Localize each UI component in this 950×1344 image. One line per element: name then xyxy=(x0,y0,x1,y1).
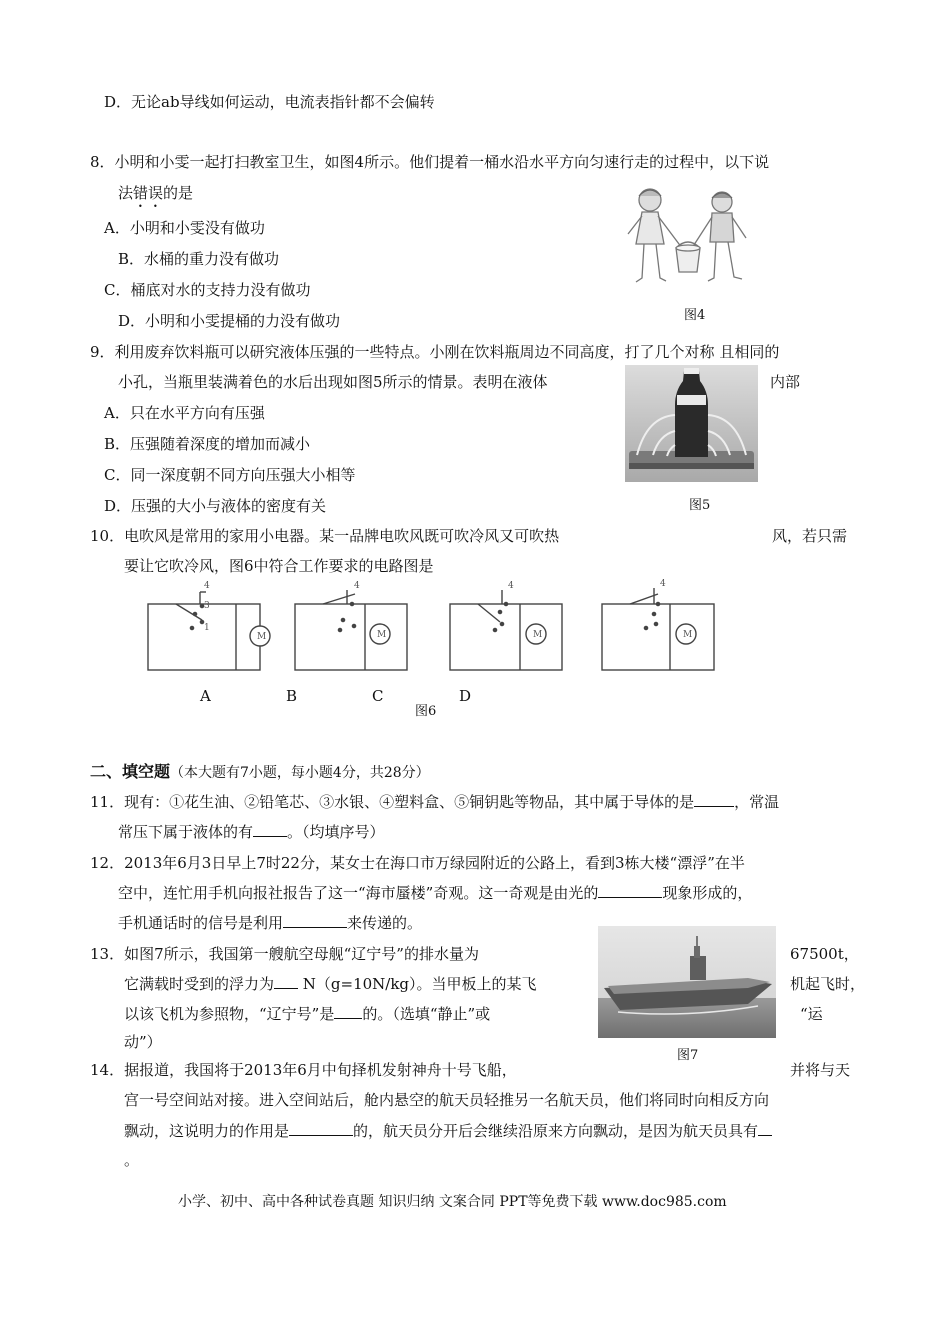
q12-line2 xyxy=(118,883,752,903)
q14-line3-text: 飘动，这说明力的作用是 xyxy=(124,1122,290,1140)
q8-option-d: D．小明和小雯提桶的力没有做功 xyxy=(118,312,341,330)
q13-line2-right: 机起飞时， xyxy=(790,975,866,993)
q9-stem-line1: 9．利用废弃饮料瓶可以研究液体压强的一些特点。小刚在饮料瓶周边不同高度，打了几个对称 且相同的 xyxy=(90,343,780,361)
circuit-diagrams xyxy=(140,578,740,678)
q12-line2-text: 空中，连忙用手机向报社报告了这一“海市蜃楼”奇观。这一奇观是由光的 xyxy=(118,884,599,902)
q8-stem-text-end: 的是 xyxy=(163,184,194,202)
q14-line4: 。 xyxy=(124,1151,140,1169)
q14-line1: 14．据报道，我国将于2013年6月中旬择机发射神舟十号飞船， xyxy=(90,1061,517,1079)
contact-4-c: 4 xyxy=(508,581,514,591)
q8-option-a: A．小明和小雯没有做功 xyxy=(104,219,265,237)
figure-6-label-d: D xyxy=(459,687,472,705)
figure-5-bottle-photo xyxy=(625,365,758,482)
q8-option-b: B．水桶的重力没有做功 xyxy=(118,250,280,268)
q12-blank-1[interactable] xyxy=(598,883,662,898)
q13-line3-right: “运 xyxy=(800,1005,823,1023)
aircraft-carrier-illustration xyxy=(598,926,776,1038)
q14-line3-mid: 的，航天员分开后会继续沿原来方向飘动，是因为航天员具有 xyxy=(353,1122,759,1140)
section-2-note: （本大题有7小题，每小题4分，共28分） xyxy=(170,765,430,781)
q13-blank-2[interactable] xyxy=(334,1004,362,1019)
q14-line1-right: 并将与天 xyxy=(790,1061,851,1079)
figure-5-caption: 图5 xyxy=(689,498,711,513)
figure-4-children-carrying-bucket xyxy=(612,182,782,297)
q13-blank-1[interactable] xyxy=(274,974,298,989)
q14-blank-1[interactable] xyxy=(289,1121,353,1136)
circuit-d xyxy=(602,588,714,670)
q9-option-c: C．同一深度朝不同方向压强大小相等 xyxy=(104,466,356,484)
q13-line2 xyxy=(124,974,537,994)
figure-6-label-b: B xyxy=(286,687,298,705)
q10-stem-line2: 要让它吹冷风，图6中符合工作要求的电路图是 xyxy=(124,557,434,575)
q7-option-d: D．无论ab导线如何运动，电流表指针都不会偏转 xyxy=(104,93,435,111)
q12-blank-2[interactable] xyxy=(283,913,347,928)
q9-option-d: D．压强的大小与液体的密度有关 xyxy=(104,497,327,515)
q13-line1-right: 67500t， xyxy=(790,945,859,963)
figure-6-label-a: A xyxy=(200,687,211,705)
q10-stem-line1-right: 风，若只需 xyxy=(772,527,848,545)
q13-line2-end: N（g=10N/kg）。当甲板上的某飞 xyxy=(298,975,537,993)
q11-line1 xyxy=(90,792,779,812)
q12-line1: 12．2013年6月3日早上7时22分，某女士在海口市万绿园附近的公路上，看到3栋大楼“漂浮”在半 xyxy=(90,854,745,872)
q9-option-a: A．只在水平方向有压强 xyxy=(104,404,265,422)
bottle-with-jets xyxy=(625,365,758,482)
q11-blank-1[interactable] xyxy=(694,792,734,807)
q8-emphasis xyxy=(133,184,163,202)
q11-line2 xyxy=(118,822,385,842)
q8-option-c: C．桶底对水的支持力没有做功 xyxy=(104,281,311,299)
q11-line2-text: 常压下属于液体的有 xyxy=(118,823,254,841)
motor-label-d: M xyxy=(683,630,693,640)
q13-line3-text: 以该飞机为参照物，“辽宁号”是 xyxy=(124,1005,335,1023)
q13-line3-end: 的。（选填“静止”或 xyxy=(362,1005,491,1023)
q8-stem-line2 xyxy=(118,183,193,211)
q14-line2: 宫一号空间站对接。进入空间站后，舱内悬空的航天员轻推另一名航天员，他们将同时向相反方向 xyxy=(124,1091,770,1109)
contact-4-d: 4 xyxy=(660,579,666,589)
children-illustration xyxy=(612,182,782,297)
contact-1-a: 1 xyxy=(204,623,210,633)
q9-stem-line2: 小孔，当瓶里装满着色的水后出现如图5所示的情景。表明在液体 xyxy=(118,373,548,391)
contact-4-b: 4 xyxy=(354,581,360,591)
motor-label-c: M xyxy=(533,630,543,640)
figure-7-aircraft-carrier-photo xyxy=(598,926,776,1038)
figure-6-circuits xyxy=(140,578,740,678)
q13-line3 xyxy=(124,1004,490,1024)
q8-emphasis-text: 错误 xyxy=(133,184,164,202)
q13-line2-text: 它满载时受到的浮力为 xyxy=(124,975,275,993)
circuit-c xyxy=(450,590,562,670)
q12-line2-end: 现象形成的， xyxy=(662,884,753,902)
q12-line3-end: 来传递的。 xyxy=(347,914,423,932)
q12-line3-text: 手机通话时的信号是利用 xyxy=(118,914,284,932)
q9-option-b: B．压强随着深度的增加而减小 xyxy=(104,435,311,453)
q8-stem-text: 法 xyxy=(118,184,134,202)
q12-line3 xyxy=(118,913,422,933)
q11-line1-end: ，常温 xyxy=(734,793,780,811)
page-footer: 小学、初中、高中各种试卷真题 知识归纳 文案合同 PPT等免费下载 www.doc985.com xyxy=(178,1194,727,1210)
contact-4-a: 4 xyxy=(204,581,210,591)
q9-stem-line2-right: 内部 xyxy=(770,373,801,391)
q13-line1: 13．如图7所示，我国第一艘航空母舰“辽宁号”的排水量为 xyxy=(90,945,479,963)
q13-line4: 动”） xyxy=(124,1033,162,1051)
contact-3-a: 3 xyxy=(204,601,210,611)
q11-line1-text: 11．现有：①花生油、②铅笔芯、③水银、④塑料盒、⑤铜钥匙等物品，其中属于导体的是 xyxy=(90,793,695,811)
motor-label-b: M xyxy=(377,630,387,640)
q14-blank-2[interactable] xyxy=(758,1121,772,1136)
section-2-title: 二、填空题 xyxy=(90,762,171,781)
motor-label-a: M xyxy=(257,632,267,642)
q10-stem-line1: 10．电吹风是常用的家用小电器。某一品牌电吹风既可吹冷风又可吹热 xyxy=(90,527,560,545)
figure-4-caption: 图4 xyxy=(684,308,706,323)
q11-line2-end: 。（均填序号） xyxy=(287,823,385,841)
q14-line3 xyxy=(124,1121,772,1141)
section-2-heading xyxy=(90,762,430,783)
figure-6-caption: 图6 xyxy=(415,704,437,719)
q11-blank-2[interactable] xyxy=(253,822,287,837)
figure-7-caption: 图7 xyxy=(677,1048,699,1063)
q8-stem-line1: 8．小明和小雯一起打扫教室卫生，如图4所示。他们提着一桶水沿水平方向匀速行走的过程中，以下说 xyxy=(90,153,770,171)
circuit-b xyxy=(295,590,407,670)
figure-6-label-c: C xyxy=(372,687,384,705)
